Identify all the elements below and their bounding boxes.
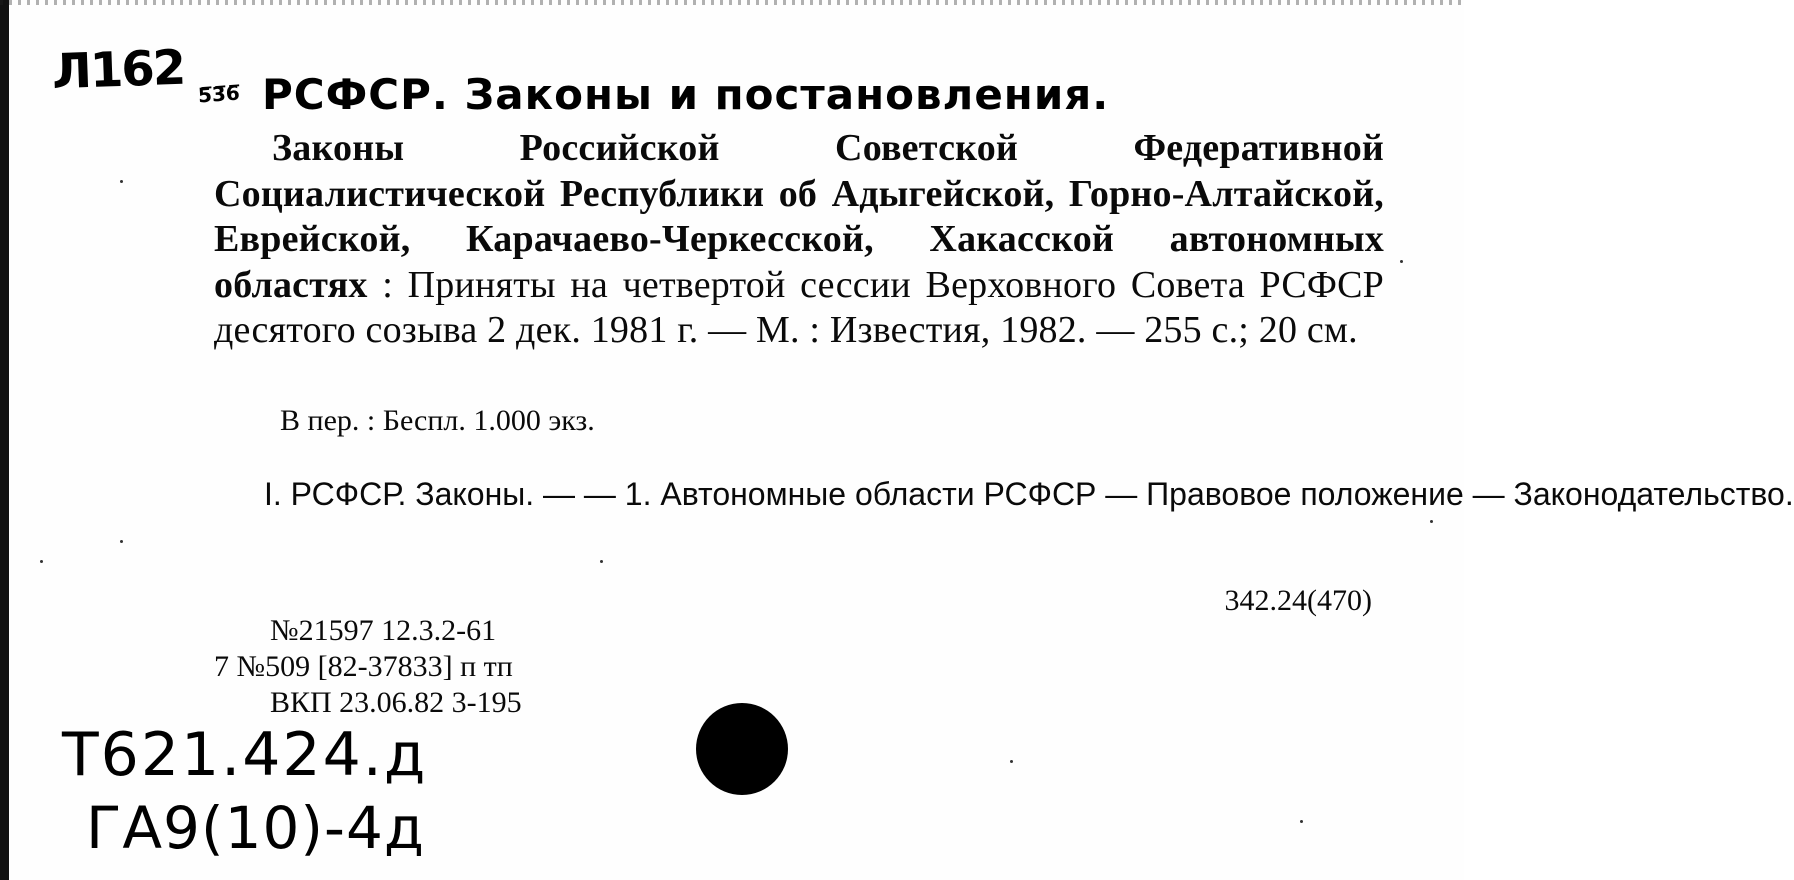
noise-speck (1010, 760, 1013, 763)
handwritten-call-number: Л162 (51, 39, 185, 101)
noise-speck (1430, 520, 1433, 523)
punch-hole (696, 703, 788, 795)
card-top-edge (0, 0, 1464, 5)
handwritten-sub-number: 5̅3̅6̅ (197, 80, 241, 108)
accession-line-1: №21597 12.3.2-61 (270, 614, 497, 647)
card-left-edge (0, 0, 9, 880)
classification-number: 342.24(470) (1224, 584, 1372, 617)
handwritten-shelfmark-2: ГА9(10)-4д (86, 794, 425, 862)
description-imprint: : Приняты на четвертой сессии Верховного Совета РСФСР десятого созыва 2 дек. 1981 г. — М. : Известия, 1982. — 255 с.; 20 см. (214, 263, 1384, 351)
price-line: В пер. : Беспл. 1.000 экз. (280, 404, 595, 437)
subject-tracing: I. РСФСР. Законы. — — 1. Автономные области РСФСР — Правовое положение — Законодательство. (264, 476, 1794, 512)
noise-speck (1400, 260, 1403, 263)
description-title: Законы Российской Советской Федеративной Социалистической Республики об Адыгейской, Горно-Алтайской, Еврейской, Карачаево-Черкесской, Хакасской автономных областях (214, 127, 1384, 306)
handwritten-shelfmark-1: Т621.424.д (62, 720, 428, 790)
handwritten-heading: РСФСР. Законы и постановления. (262, 70, 1110, 119)
accession-line-3: ВКП 23.06.82 3-195 (270, 686, 522, 719)
noise-speck (600, 560, 603, 563)
noise-speck (120, 540, 123, 543)
noise-speck (120, 180, 123, 183)
accession-line-2: 7 №509 [82-37833] п тп (214, 650, 513, 683)
bibliographic-description (214, 126, 1384, 354)
noise-speck (1300, 820, 1303, 823)
noise-speck (40, 560, 43, 563)
